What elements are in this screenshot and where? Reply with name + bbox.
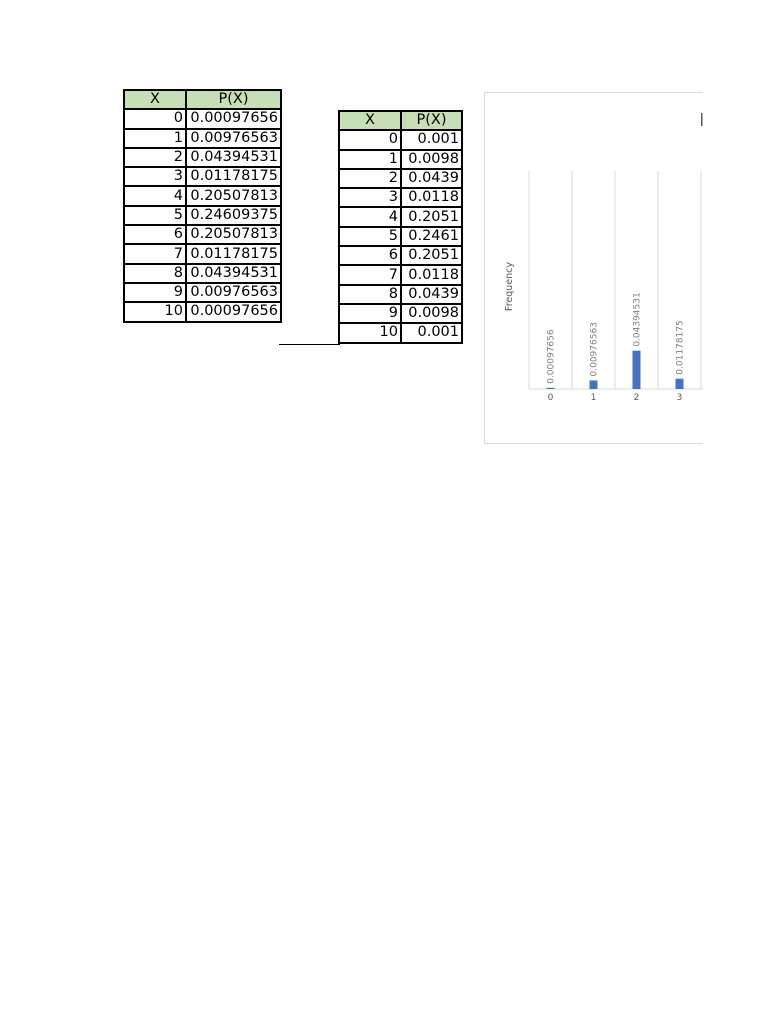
table-row: [339, 169, 462, 188]
cell-x[interactable]: 2: [124, 148, 186, 167]
cell-px[interactable]: 0.00097656: [186, 109, 281, 128]
cell-px[interactable]: 0.00976563: [186, 283, 281, 302]
table-row: [124, 206, 281, 225]
cell-x[interactable]: 7: [124, 244, 186, 263]
cell-x[interactable]: 4: [339, 207, 401, 226]
table-row: [339, 150, 462, 169]
cell-px[interactable]: 0.0439: [401, 169, 462, 188]
connector-line: [279, 344, 340, 345]
table-row: [339, 188, 462, 207]
table-row: [339, 227, 462, 246]
table-row: [124, 109, 281, 128]
cell-px[interactable]: 0.20507813: [186, 186, 281, 205]
bar: [676, 379, 684, 389]
header-x[interactable]: X: [124, 90, 186, 109]
cell-px[interactable]: 0.00976563: [186, 129, 281, 148]
cell-x[interactable]: 0: [124, 109, 186, 128]
table-row: [124, 186, 281, 205]
table-row: [339, 265, 462, 284]
probability-table-full: [123, 89, 282, 323]
y-axis-title: Frequency: [504, 262, 515, 312]
bar: [633, 351, 641, 389]
probability-table-rounded: [338, 110, 463, 344]
cell-x[interactable]: 8: [339, 285, 401, 304]
table-row: [339, 130, 462, 149]
cell-x[interactable]: 3: [124, 167, 186, 186]
x-tick-label: 1: [590, 393, 597, 403]
table-row: [339, 207, 462, 226]
table-row: [124, 225, 281, 244]
chart-title-fragment: [701, 113, 703, 126]
x-tick-label: 0: [547, 393, 554, 403]
table-row: [124, 302, 281, 321]
cell-x[interactable]: 4: [124, 186, 186, 205]
table-row: [124, 148, 281, 167]
cell-px[interactable]: 0.2051: [401, 207, 462, 226]
chart-area[interactable]: [484, 92, 703, 444]
cell-x[interactable]: 9: [124, 283, 186, 302]
cell-x[interactable]: 1: [339, 150, 401, 169]
cell-px[interactable]: 0.001: [401, 323, 462, 342]
cell-px[interactable]: 0.0439: [401, 285, 462, 304]
table-header-row: [124, 90, 281, 109]
data-label: 0.00097656: [546, 329, 557, 384]
table-row: [339, 246, 462, 265]
cell-x[interactable]: 1: [124, 129, 186, 148]
cell-px[interactable]: 0.04394531: [186, 148, 281, 167]
cell-x[interactable]: 6: [339, 246, 401, 265]
table-row: [124, 283, 281, 302]
cell-px[interactable]: 0.2051: [401, 246, 462, 265]
data-label: 0.01178175: [675, 320, 686, 375]
table-header-row: [339, 111, 462, 130]
data-label: 0.00976563: [589, 322, 600, 377]
cell-px[interactable]: 0.00097656: [186, 302, 281, 321]
header-x[interactable]: X: [339, 111, 401, 130]
cell-px[interactable]: 0.01178175: [186, 167, 281, 186]
cell-px[interactable]: 0.0118: [401, 188, 462, 207]
cell-x[interactable]: 8: [124, 264, 186, 283]
bar: [590, 380, 598, 389]
table-row: [124, 129, 281, 148]
cell-px[interactable]: 0.001: [401, 130, 462, 149]
cell-x[interactable]: 10: [124, 302, 186, 321]
cell-x[interactable]: 0: [339, 130, 401, 149]
x-tick-label: 3: [676, 393, 683, 403]
header-px[interactable]: P(X): [186, 90, 281, 109]
cell-x[interactable]: 5: [339, 227, 401, 246]
table-row: [339, 304, 462, 323]
cell-x[interactable]: 10: [339, 323, 401, 342]
cell-x[interactable]: 2: [339, 169, 401, 188]
cell-x[interactable]: 5: [124, 206, 186, 225]
cell-px[interactable]: 0.0118: [401, 265, 462, 284]
cell-x[interactable]: 6: [124, 225, 186, 244]
data-label: 0.04394531: [632, 292, 643, 347]
cell-px[interactable]: 0.2461: [401, 227, 462, 246]
cell-x[interactable]: 9: [339, 304, 401, 323]
cell-px[interactable]: 0.04394531: [186, 264, 281, 283]
table-row: [339, 285, 462, 304]
cell-px[interactable]: 0.0098: [401, 150, 462, 169]
cell-px[interactable]: 0.0098: [401, 304, 462, 323]
table-row: [124, 167, 281, 186]
table-row: [339, 323, 462, 342]
x-tick-label: 2: [633, 393, 640, 403]
bar: [547, 388, 555, 389]
cell-px[interactable]: 0.24609375: [186, 206, 281, 225]
table-row: [124, 244, 281, 263]
header-px[interactable]: P(X): [401, 111, 462, 130]
cell-px[interactable]: 0.01178175: [186, 244, 281, 263]
bar-chart: [485, 93, 703, 443]
table-row: [124, 264, 281, 283]
cell-x[interactable]: 7: [339, 265, 401, 284]
cell-px[interactable]: 0.20507813: [186, 225, 281, 244]
cell-x[interactable]: 3: [339, 188, 401, 207]
